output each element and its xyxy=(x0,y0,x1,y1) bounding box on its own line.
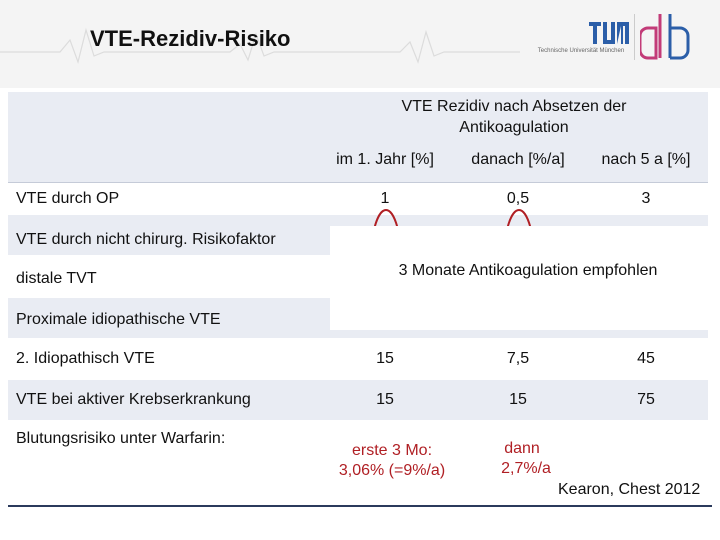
cell-cancer-first-year: 15 xyxy=(376,391,394,408)
cell-cancer-5-years: 75 xyxy=(637,391,655,408)
slide-header xyxy=(0,0,720,88)
cell-surgery-thereafter: 0,5 xyxy=(506,190,530,207)
cell-surgery-first-year: 1 xyxy=(380,190,390,207)
bleeding-then-label: dann xyxy=(504,440,540,457)
bleeding-first-3-months-value: 3,06% (=9%/a) xyxy=(338,462,446,479)
cell-second-idiopathic-first-year: 15 xyxy=(376,350,394,367)
logo-divider xyxy=(634,14,635,60)
column-header-after-5-years: nach 5 a [%] xyxy=(601,151,691,168)
row-label-active-cancer: VTE bei aktiver Krebserkrankung xyxy=(16,391,251,408)
bleeding-then-value: 2,7%/a xyxy=(501,460,551,477)
column-header-first-year: im 1. Jahr [%] xyxy=(336,151,434,168)
header-divider xyxy=(8,182,708,183)
footer-rule xyxy=(8,505,712,507)
overlay-note-text: 3 Monate Antikoagulation empfohlen xyxy=(398,262,658,279)
citation: Kearon, Chest 2012 xyxy=(558,481,701,498)
row-label-proximal-idiopathic: Proximale idiopathische VTE xyxy=(16,311,221,328)
cell-second-idiopathic-thereafter: 7,5 xyxy=(506,350,530,367)
column-header-thereafter: danach [%/a] xyxy=(471,151,565,168)
table-header-main: VTE Rezidiv nach Absetzen der Antikoagulation xyxy=(401,98,627,136)
row-label-distal-tvt: distale TVT xyxy=(16,270,97,287)
db-logo-icon xyxy=(640,10,696,62)
cell-surgery-5-years: 3 xyxy=(641,190,651,207)
row-label-surgery: VTE durch OP xyxy=(16,190,120,207)
tum-logo-icon xyxy=(588,20,630,46)
row-label-second-idiopathic: 2. Idiopathisch VTE xyxy=(16,350,155,367)
row-label-nonsurgical: VTE durch nicht chirurg. Risikofaktor xyxy=(16,231,276,248)
tum-logo-caption: Technische Universität München xyxy=(537,48,625,54)
bleeding-first-3-months-label: erste 3 Mo: xyxy=(351,442,433,459)
cell-second-idiopathic-5-years: 45 xyxy=(637,350,655,367)
bleeding-risk-label: Blutungsrisiko unter Warfarin: xyxy=(16,430,226,447)
slide-title: VTE-Rezidiv-Risiko xyxy=(90,26,291,51)
cell-cancer-thereafter: 15 xyxy=(509,391,527,408)
